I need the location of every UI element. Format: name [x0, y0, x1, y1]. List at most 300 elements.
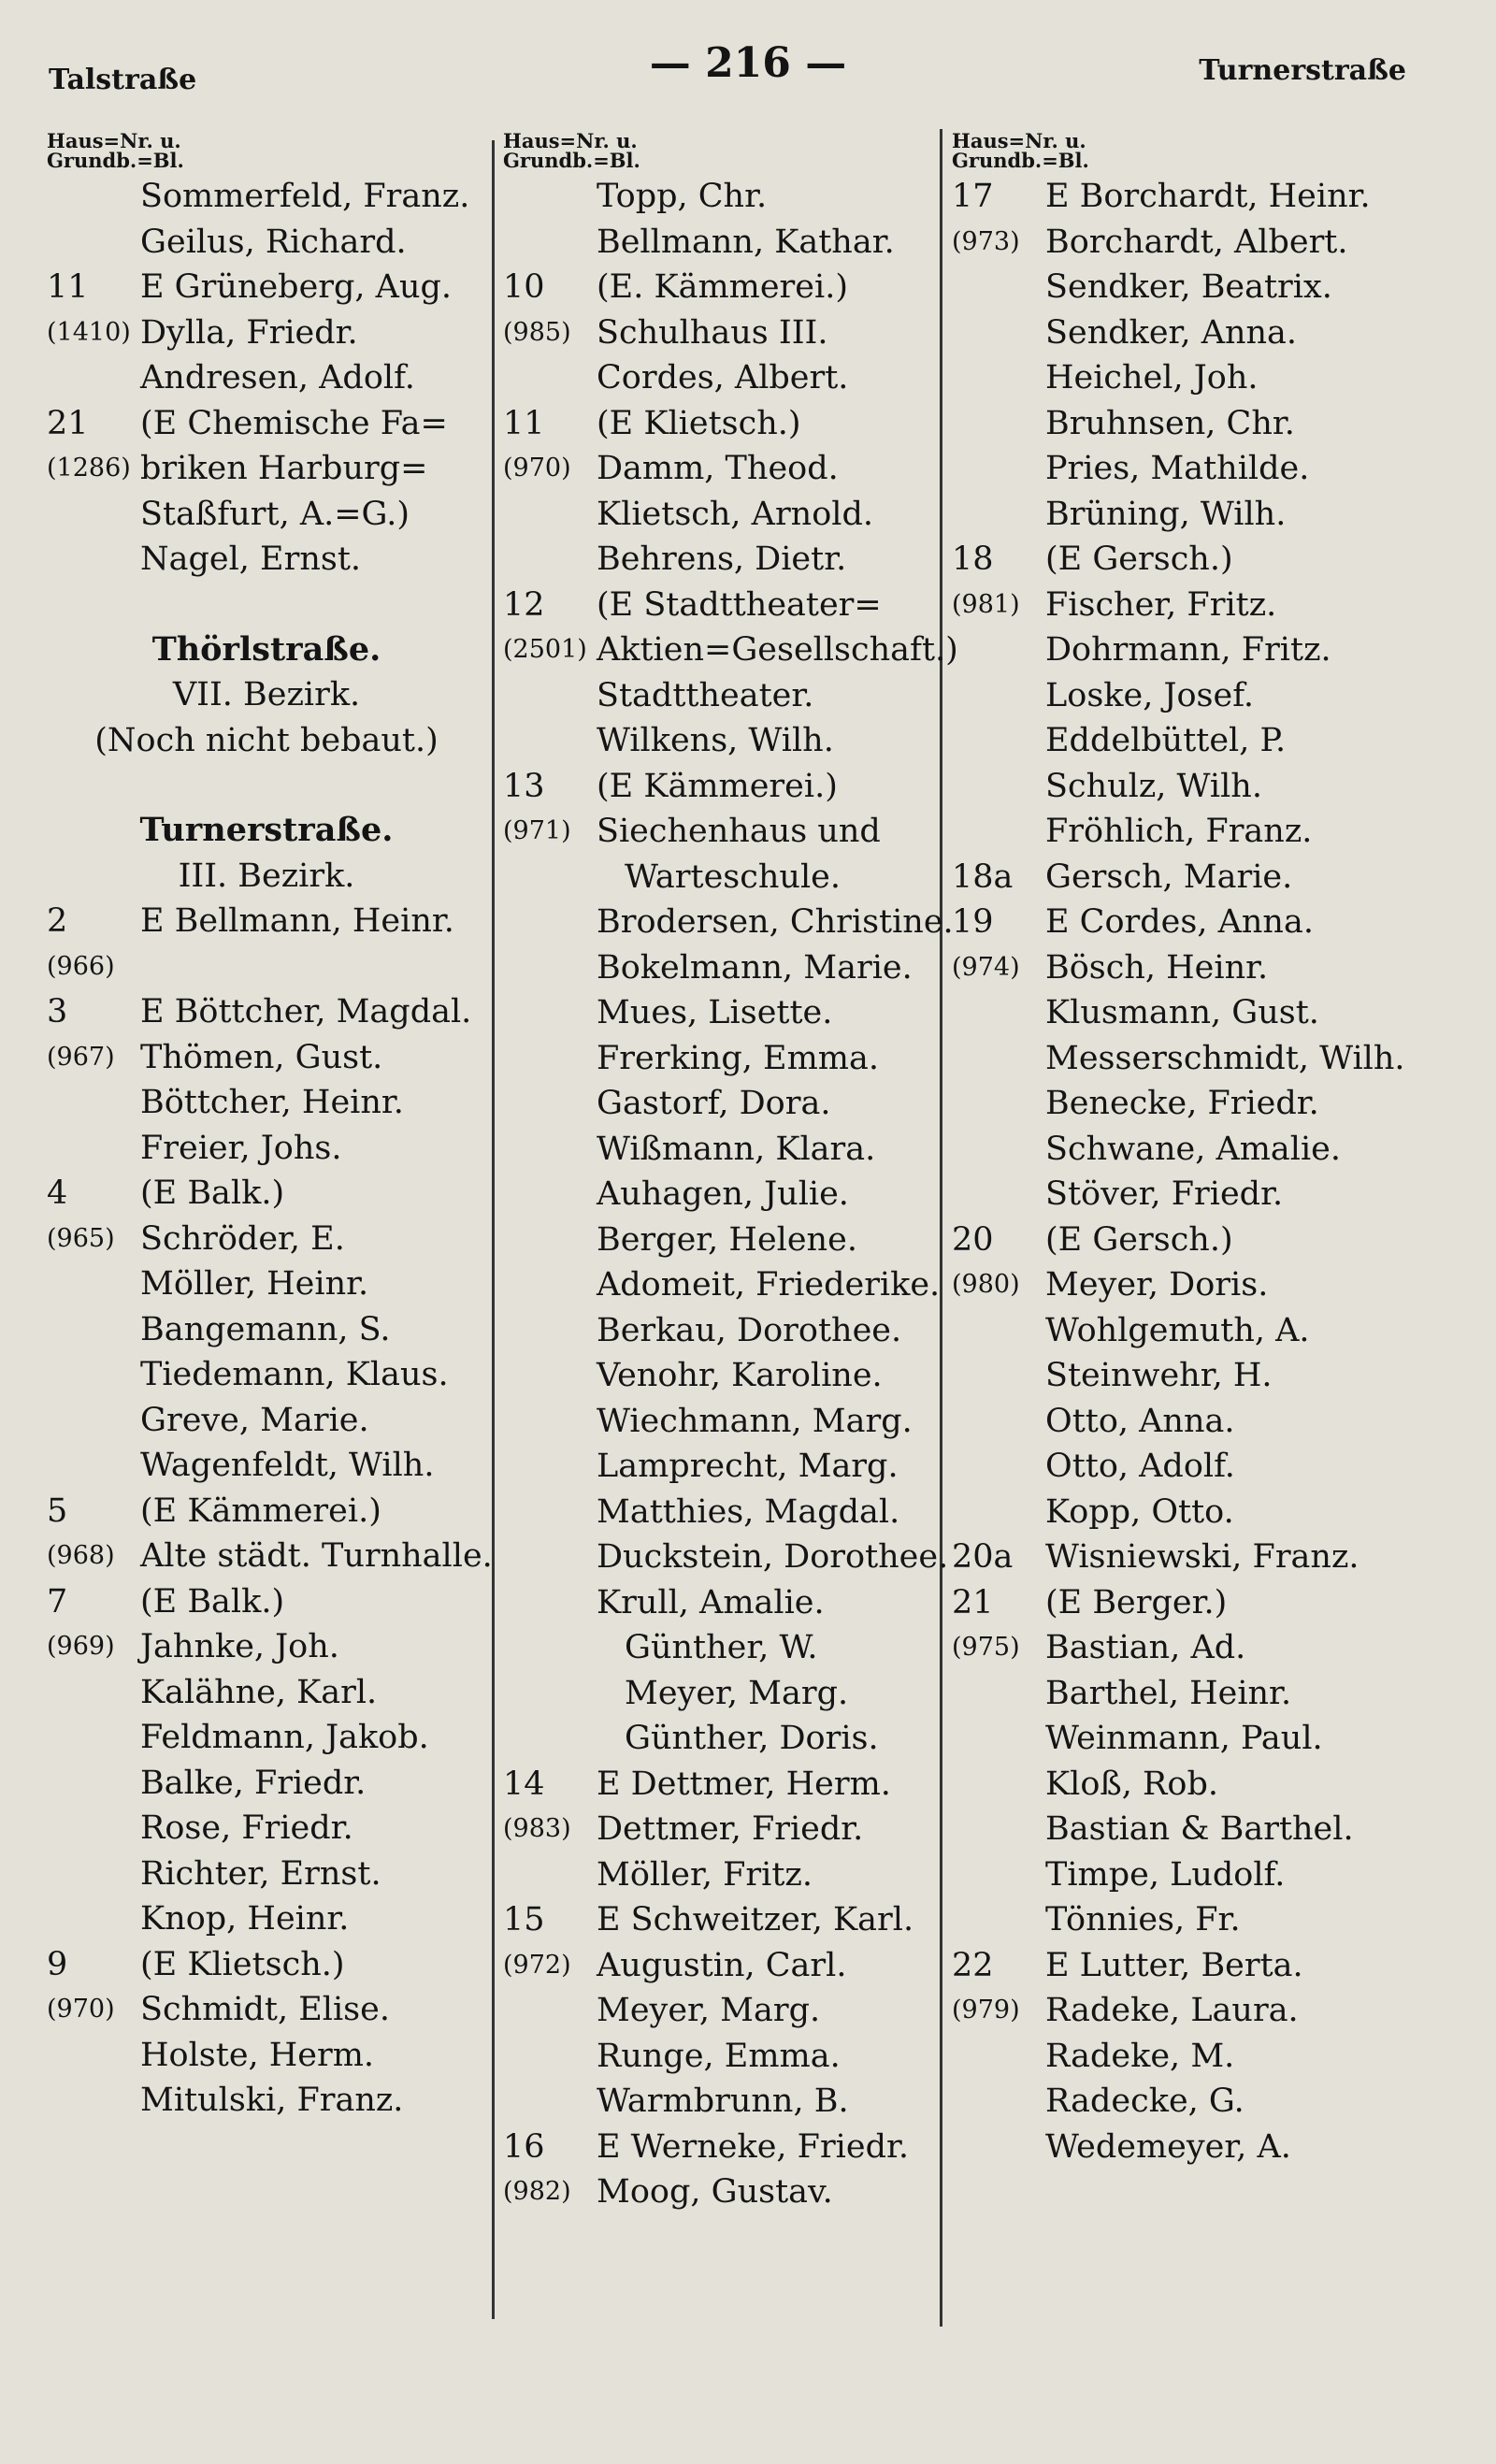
directory-entry	[503, 355, 935, 401]
land-register-number: (2501)	[503, 635, 587, 664]
directory-entry	[47, 2033, 486, 2079]
resident-name: Berger, Helene.	[597, 1220, 857, 1259]
resident-name: Schulz, Wilh.	[1045, 767, 1262, 805]
resident-name: Frerking, Emma.	[597, 1039, 879, 1077]
house-number: 12	[503, 585, 545, 624]
street-name: Thörlstraße.	[151, 629, 381, 669]
resident-name: Steinwehr, H.	[1045, 1357, 1273, 1394]
column-heading	[47, 131, 486, 170]
column-heading-line: Haus=Nr. u.	[952, 129, 1086, 152]
directory-entry	[503, 174, 935, 220]
directory-entry	[47, 1806, 486, 1852]
directory-entry	[952, 537, 1475, 583]
directory-entry	[47, 537, 486, 583]
directory-entry	[503, 446, 935, 492]
directory-entry	[47, 1443, 486, 1489]
resident-name: Fröhlich, Franz.	[1045, 813, 1313, 850]
house-number: 3	[47, 993, 68, 1030]
house-number: 10	[503, 268, 545, 306]
directory-entry	[503, 1444, 935, 1490]
directory-entry	[952, 809, 1475, 855]
resident-name: Jahnke, Joh.	[140, 1628, 339, 1665]
directory-entry	[47, 265, 486, 310]
land-register-number: (966)	[47, 951, 115, 981]
directory-entry	[47, 1715, 486, 1761]
resident-name: Matthies, Magdal.	[597, 1492, 900, 1531]
section-heading	[47, 672, 486, 718]
resident-name: Aktien=Gesellschaft.)	[597, 631, 958, 669]
resident-name: Brüning, Wilh.	[1045, 495, 1287, 533]
directory-entry	[47, 1761, 486, 1807]
directory-entry	[952, 310, 1475, 356]
directory-entry	[47, 1352, 486, 1398]
directory-entry	[503, 1988, 935, 2034]
spacer	[47, 583, 486, 605]
directory-entry	[503, 718, 935, 764]
land-register-number: (985)	[503, 317, 571, 347]
directory-entry	[503, 1762, 935, 1808]
resident-name: (E Kämmerei.)	[597, 767, 838, 805]
directory-entry	[503, 1081, 935, 1127]
directory-entry	[503, 2125, 935, 2170]
resident-name: Augustin, Carl.	[597, 1946, 847, 1984]
resident-name: Tiedemann, Klaus.	[140, 1356, 449, 1393]
land-register-number: (983)	[503, 1814, 571, 1843]
column-divider-right	[940, 129, 942, 2327]
resident-name: E Bellmann, Heinr.	[140, 902, 454, 940]
resident-name: Feldmann, Jakob.	[140, 1719, 429, 1756]
resident-name: Stadttheater.	[597, 676, 814, 714]
resident-name: Radeke, Laura.	[1045, 1992, 1299, 2029]
directory-entry	[952, 900, 1475, 945]
directory-entry	[47, 401, 486, 447]
directory-entry	[47, 944, 486, 990]
directory-entry	[503, 1852, 935, 1898]
resident-name: Kalähne, Karl.	[140, 1673, 378, 1711]
directory-entry	[503, 2169, 935, 2215]
resident-name: Bruhnsen, Chr.	[1045, 404, 1295, 442]
house-number: 11	[47, 268, 89, 306]
resident-name: Krull, Amalie.	[597, 1583, 825, 1621]
page-number: — 216 —	[649, 39, 847, 87]
directory-entry	[47, 1261, 486, 1307]
column-3	[952, 131, 1475, 2169]
directory-entry	[952, 1762, 1475, 1808]
directory-entry	[47, 1171, 486, 1217]
resident-name: Damm, Theod.	[597, 450, 839, 487]
house-number: 16	[503, 2127, 545, 2166]
resident-name: Dettmer, Friedr.	[597, 1810, 864, 1848]
house-number: 19	[952, 903, 994, 941]
resident-name: Bokelmann, Marie.	[597, 948, 913, 987]
directory-entry	[503, 1036, 935, 1082]
resident-name: Gersch, Marie.	[1045, 857, 1293, 896]
directory-entry	[952, 1444, 1475, 1490]
directory-entry	[503, 1172, 935, 1218]
house-number: 5	[47, 1491, 68, 1530]
house-number: 20a	[952, 1538, 1014, 1576]
directory-entry	[952, 446, 1475, 492]
resident-name: Schwane, Amalie.	[1045, 1130, 1342, 1168]
directory-entry	[47, 220, 486, 266]
directory-entry	[47, 1080, 486, 1126]
resident-name: E Schweitzer, Karl.	[597, 1901, 914, 1938]
directory-entry	[952, 1490, 1475, 1535]
house-number: 18	[952, 540, 994, 578]
house-number: 14	[503, 1765, 545, 1803]
resident-name: Topp, Chr.	[597, 178, 768, 215]
directory-entry	[952, 1172, 1475, 1218]
resident-name: Benecke, Friedr.	[1045, 1085, 1319, 1122]
directory-entry	[503, 809, 935, 855]
directory-entry	[503, 673, 935, 719]
directory-entry	[952, 1081, 1475, 1127]
directory-entry	[503, 1127, 935, 1173]
house-number: 17	[952, 178, 994, 215]
resident-name: E Lutter, Berta.	[1045, 1946, 1303, 1984]
resident-name: Wiechmann, Marg.	[597, 1402, 913, 1440]
directory-entry	[952, 1671, 1475, 1717]
resident-name: Wisniewski, Franz.	[1045, 1538, 1359, 1576]
directory-entry	[503, 1262, 941, 1308]
directory-entry	[952, 855, 1475, 901]
resident-name: Eddelbüttel, P.	[1045, 722, 1287, 759]
directory-entry	[952, 1036, 1475, 1082]
directory-entry	[503, 2034, 935, 2080]
resident-name: Warmbrunn, B.	[597, 2082, 849, 2120]
resident-name: Balke, Friedr.	[140, 1764, 367, 1802]
page-header	[0, 37, 1496, 94]
resident-name: Weinmann, Paul.	[1045, 1720, 1323, 1757]
directory-entry	[952, 1535, 1475, 1580]
directory-entry	[503, 1671, 935, 1717]
directory-entry	[47, 989, 486, 1035]
house-number: 4	[47, 1174, 68, 1212]
resident-name: Pries, Mathilde.	[1045, 450, 1310, 487]
column-heading	[952, 131, 1475, 170]
resident-name: Otto, Adolf.	[1045, 1448, 1235, 1485]
house-number: 11	[503, 404, 545, 442]
directory-entry	[952, 355, 1475, 401]
section-heading	[47, 854, 486, 900]
resident-name: Radeke, M.	[1045, 2037, 1235, 2075]
directory-entry	[503, 401, 935, 447]
directory-entry	[952, 1716, 1475, 1762]
directory-entry	[47, 1307, 486, 1353]
land-register-number: (1410)	[47, 317, 131, 347]
section-text: VII. Bezirk.	[172, 676, 361, 713]
land-register-number: (970)	[503, 454, 571, 483]
resident-name: Bastian & Barthel.	[1045, 1810, 1354, 1848]
directory-entry	[952, 1218, 1475, 1263]
column-1	[47, 129, 493, 2124]
directory-entry	[503, 945, 935, 991]
resident-name: Böttcher, Heinr.	[140, 1084, 404, 1121]
directory-entry	[503, 310, 935, 356]
directory-entry	[47, 1126, 486, 1172]
resident-name: Berkau, Dorothee.	[597, 1311, 902, 1349]
resident-name: Messerschmidt, Wilh.	[1045, 1039, 1405, 1077]
land-register-number: (1286)	[47, 454, 131, 483]
section-heading	[47, 808, 486, 854]
resident-name: E Dettmer, Herm.	[597, 1765, 891, 1803]
directory-entry	[503, 855, 935, 901]
resident-name: Bastian, Ad.	[1045, 1629, 1246, 1666]
directory-entry	[47, 1624, 486, 1670]
directory-entry	[952, 764, 1475, 810]
directory-entry	[952, 2125, 1475, 2170]
resident-name: Loske, Josef.	[1045, 676, 1255, 714]
directory-entry	[503, 583, 935, 628]
resident-name: Rose, Friedr.	[140, 1809, 353, 1847]
land-register-number: (973)	[952, 226, 1020, 256]
resident-name: Andresen, Adolf.	[140, 359, 415, 396]
resident-name: Barthel, Heinr.	[1045, 1674, 1292, 1712]
resident-name: Wedemeyer, A.	[1045, 2127, 1291, 2166]
house-number: 20	[952, 1220, 994, 1259]
directory-entry	[503, 1308, 935, 1354]
resident-name: Kloß, Rob.	[1045, 1765, 1218, 1803]
directory-entry	[952, 1625, 1475, 1671]
directory-entry	[503, 1490, 935, 1535]
resident-name: (E Balk.)	[140, 1582, 285, 1621]
resident-name: E Grüneberg, Aug.	[140, 268, 453, 306]
directory-entry	[503, 1580, 935, 1626]
resident-name: Sendker, Beatrix.	[1045, 268, 1332, 306]
resident-name: Duckstein, Dorothee.	[597, 1538, 949, 1576]
resident-name: Behrens, Dietr.	[597, 540, 847, 578]
resident-name: Sommerfeld, Franz.	[140, 178, 470, 215]
house-number: 7	[47, 1582, 68, 1621]
directory-entry	[503, 1535, 949, 1580]
resident-name: E Borchardt, Heinr.	[1045, 178, 1371, 215]
directory-entry	[952, 1262, 1475, 1308]
resident-name: Auhagen, Julie.	[597, 1175, 849, 1213]
spacer	[47, 605, 486, 627]
land-register-number: (971)	[503, 816, 571, 845]
directory-entry	[952, 492, 1475, 538]
resident-name: Cordes, Albert.	[597, 359, 849, 396]
header-right-street: Turnerstraße	[1199, 54, 1406, 87]
column-2	[503, 129, 958, 2215]
directory-entry	[952, 1897, 1475, 1943]
directory-entry	[503, 2079, 935, 2125]
resident-name: Bellmann, Kathar.	[597, 223, 895, 261]
directory-entry	[503, 537, 935, 583]
directory-entry	[952, 265, 1475, 310]
directory-entry	[503, 990, 935, 1036]
resident-name: Thömen, Gust.	[140, 1038, 383, 1076]
resident-name: Schröder, E.	[140, 1219, 345, 1258]
section-heading	[47, 718, 486, 764]
resident-name: (E Stadttheater=	[597, 585, 882, 624]
resident-name: Borchardt, Albert.	[1045, 223, 1348, 261]
resident-name: Lamprecht, Marg.	[597, 1448, 899, 1485]
directory-entry	[952, 990, 1475, 1036]
resident-name: Günther, Doris.	[625, 1720, 879, 1757]
directory-entry	[952, 1807, 1475, 1852]
resident-name: Knop, Heinr.	[140, 1900, 350, 1938]
resident-name: Schulhaus III.	[597, 313, 828, 352]
land-register-number: (972)	[503, 1950, 571, 1980]
directory-entry	[952, 718, 1475, 764]
section-text: (Noch nicht bebaut.)	[94, 721, 439, 759]
house-number: 9	[47, 1945, 68, 1983]
resident-name: Bösch, Heinr.	[1045, 948, 1269, 987]
section-text: III. Bezirk.	[178, 857, 355, 895]
land-register-number: (967)	[47, 1042, 115, 1072]
land-register-number: (982)	[503, 2177, 571, 2206]
house-number: 13	[503, 767, 545, 805]
land-register-number: (979)	[952, 1996, 1020, 2025]
resident-name: (E Berger.)	[1045, 1583, 1228, 1621]
resident-name: Timpe, Ludolf.	[1045, 1855, 1286, 1894]
resident-name: Möller, Heinr.	[140, 1265, 369, 1303]
resident-name: Wißmann, Klara.	[597, 1130, 876, 1168]
resident-name: briken Harburg=	[140, 450, 428, 487]
resident-name: Adomeit, Friederike.	[597, 1266, 941, 1304]
directory-entry	[952, 174, 1475, 220]
directory-entry	[952, 1580, 1475, 1626]
directory-entry	[47, 2078, 486, 2124]
land-register-number: (981)	[952, 589, 1020, 619]
resident-name: (E Gersch.)	[1045, 1220, 1233, 1259]
spacer	[47, 785, 486, 808]
resident-name: (E Chemische Fa=	[140, 404, 448, 442]
directory-entry	[503, 1353, 935, 1399]
land-register-number: (974)	[952, 952, 1020, 982]
resident-name: Richter, Ernst.	[140, 1854, 381, 1893]
resident-name: Heichel, Joh.	[1045, 359, 1259, 396]
land-register-number: (970)	[47, 1995, 115, 2024]
directory-entry	[503, 1897, 935, 1943]
resident-name: Schmidt, Elise.	[140, 1991, 390, 2028]
resident-name: Sendker, Anna.	[1045, 313, 1298, 352]
resident-name: Moog, Gustav.	[597, 2173, 833, 2211]
directory-entry	[47, 1942, 486, 1988]
directory-entry	[503, 1716, 935, 1762]
resident-name: Holste, Herm.	[140, 2036, 375, 2074]
resident-name: Runge, Emma.	[597, 2037, 841, 2075]
resident-name: Kopp, Otto.	[1045, 1492, 1234, 1531]
directory-entry	[47, 446, 486, 492]
resident-name: Meyer, Marg.	[625, 1674, 849, 1712]
resident-name: Wagenfeldt, Wilh.	[140, 1447, 435, 1484]
section-heading	[47, 627, 486, 673]
resident-name: Otto, Anna.	[1045, 1402, 1235, 1440]
resident-name: (E Klietsch.)	[140, 1945, 345, 1983]
directory-entry	[952, 1988, 1475, 2034]
directory-entry	[47, 1035, 486, 1081]
resident-name: Freier, Johs.	[140, 1129, 342, 1167]
resident-name: (E Kämmerei.)	[140, 1491, 381, 1530]
resident-name: Stöver, Friedr.	[1045, 1175, 1284, 1213]
directory-entry	[47, 1987, 486, 2033]
resident-name: Greve, Marie.	[140, 1401, 369, 1439]
land-register-number: (969)	[47, 1632, 115, 1661]
resident-name: Dylla, Friedr.	[140, 313, 358, 352]
land-register-number: (968)	[47, 1541, 115, 1570]
directory-entry	[47, 492, 486, 538]
directory-entry	[503, 1943, 935, 1989]
resident-name: Wilkens, Wilh.	[597, 722, 834, 759]
directory-entry	[503, 764, 935, 810]
resident-name: Alte städt. Turnhalle.	[140, 1537, 493, 1575]
directory-entry	[47, 355, 486, 401]
resident-name: Tönnies, Fr.	[1045, 1901, 1241, 1938]
column-heading-line: Grundb.=Bl.	[503, 149, 640, 172]
resident-name: E Werneke, Friedr.	[597, 2127, 910, 2166]
resident-name: Klusmann, Gust.	[1045, 994, 1319, 1031]
land-register-number: (965)	[47, 1223, 115, 1253]
directory-entry	[503, 627, 958, 673]
resident-name: Mitulski, Franz.	[140, 2082, 404, 2119]
house-number: 21	[47, 404, 89, 442]
directory-entry	[952, 1308, 1475, 1354]
resident-name: Gastorf, Dora.	[597, 1085, 831, 1122]
directory-entry	[952, 627, 1475, 673]
land-register-number: (975)	[952, 1633, 1020, 1662]
house-number: 2	[47, 902, 68, 940]
directory-entry	[952, 673, 1475, 719]
column-heading-line: Grundb.=Bl.	[952, 149, 1089, 172]
street-name: Turnerstraße.	[139, 811, 394, 849]
resident-name: Meyer, Doris.	[1045, 1266, 1269, 1304]
resident-name: Nagel, Ernst.	[140, 540, 362, 578]
directory-entry	[952, 1852, 1475, 1898]
directory-entry	[47, 1489, 486, 1535]
house-number: 21	[952, 1583, 994, 1621]
resident-name: E Böttcher, Magdal.	[140, 993, 472, 1030]
resident-name: Warteschule.	[625, 857, 841, 896]
directory-entry	[503, 1807, 935, 1852]
resident-name: Dohrmann, Fritz.	[1045, 631, 1331, 669]
directory-entry	[952, 583, 1475, 628]
directory-entry	[952, 1127, 1475, 1173]
resident-name: Brodersen, Christine.	[597, 903, 954, 941]
directory-entry	[47, 1398, 486, 1444]
directory-entry	[47, 1852, 486, 1897]
resident-name: (E Klietsch.)	[597, 404, 801, 442]
column-heading	[503, 131, 935, 170]
header-left-street: Talstraße	[49, 64, 197, 96]
directory-entry	[503, 220, 935, 266]
directory-entry	[952, 1943, 1475, 1989]
directory-entry	[503, 900, 954, 945]
house-number: 18a	[952, 857, 1014, 896]
column-heading-line: Grundb.=Bl.	[47, 149, 184, 172]
resident-name: Venohr, Karoline.	[597, 1357, 883, 1394]
resident-name: Geilus, Richard.	[140, 223, 407, 261]
directory-entry	[47, 1217, 486, 1262]
directory-entry	[952, 945, 1475, 991]
directory-entry	[503, 1218, 935, 1263]
directory-entry	[47, 174, 486, 220]
resident-name: Meyer, Marg.	[597, 1992, 821, 2029]
directory-entry	[47, 1896, 486, 1942]
resident-name: (E Balk.)	[140, 1174, 285, 1212]
resident-name: Günther, W.	[625, 1629, 818, 1666]
directory-entry	[503, 265, 935, 310]
directory-entry	[952, 2079, 1475, 2125]
column-divider-left	[492, 140, 495, 2319]
directory-entry	[952, 220, 1475, 266]
directory-entry	[503, 1625, 935, 1671]
directory-entry	[952, 2034, 1475, 2080]
resident-name: Fischer, Fritz.	[1045, 585, 1277, 624]
house-number: 15	[503, 1901, 545, 1938]
land-register-number: (980)	[952, 1270, 1020, 1299]
